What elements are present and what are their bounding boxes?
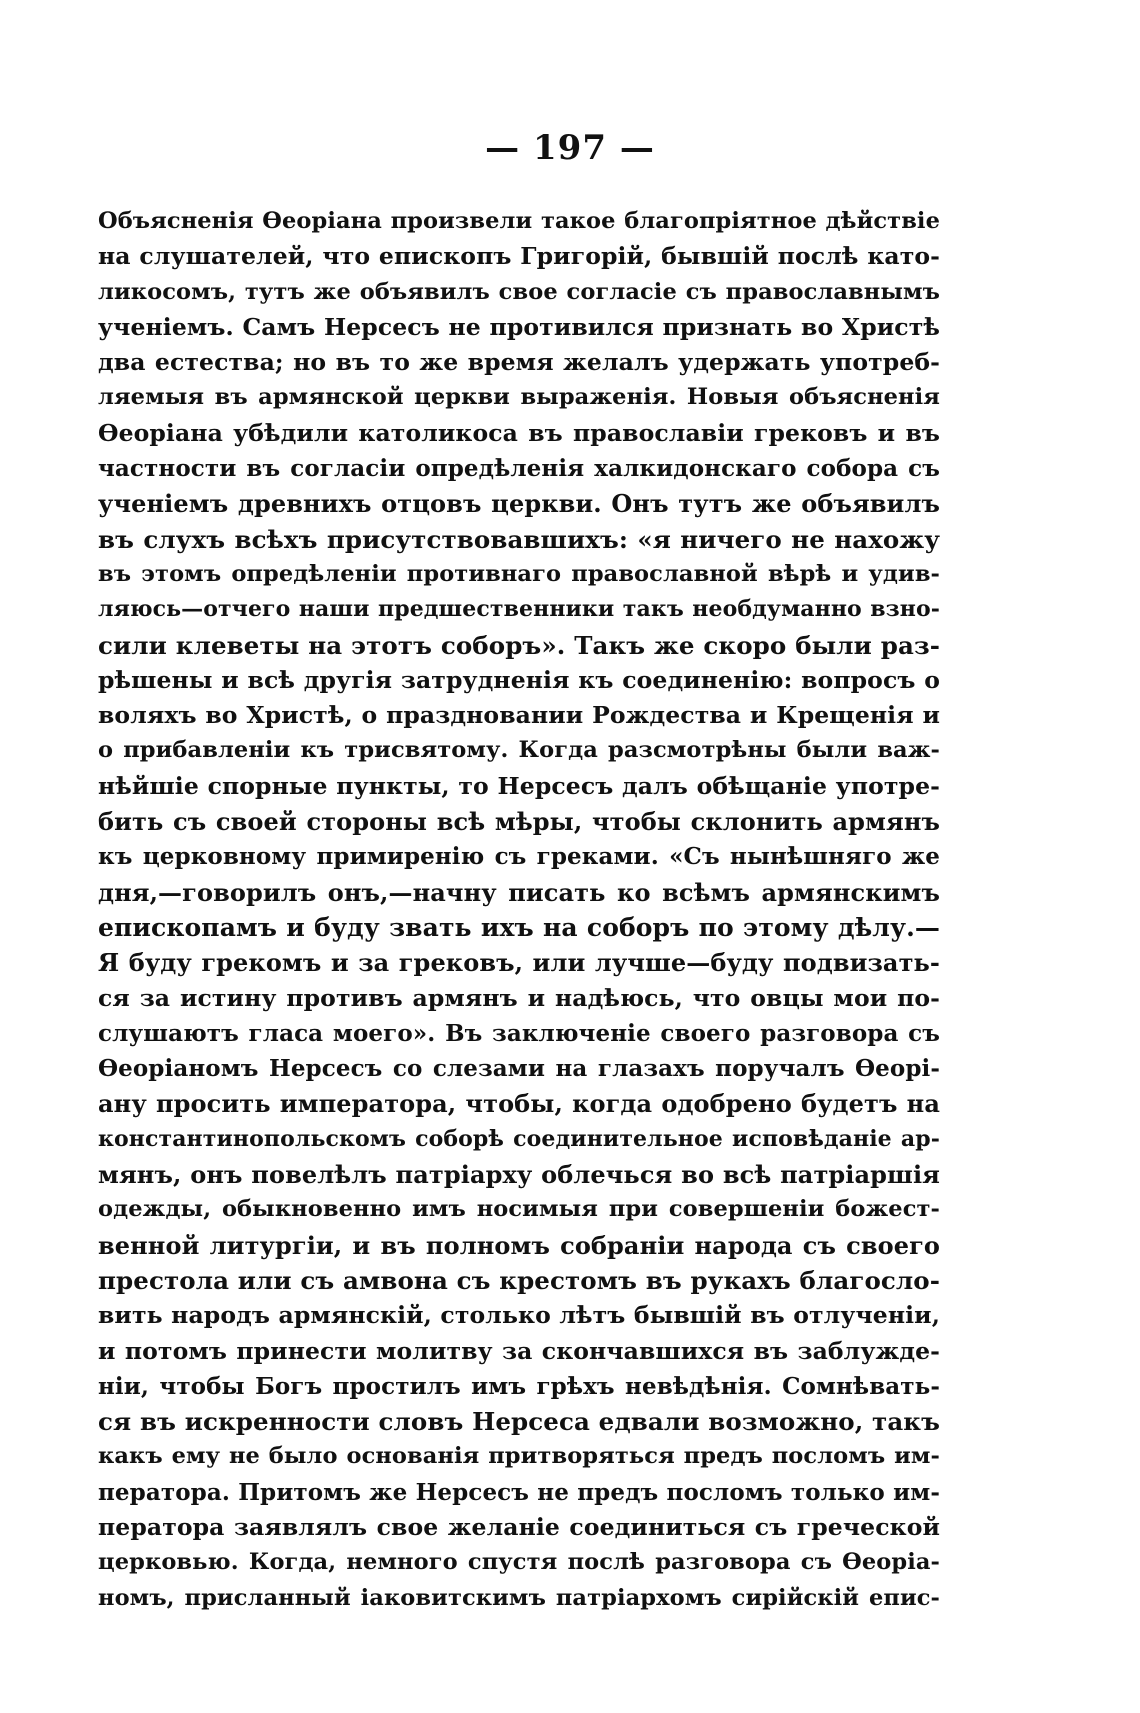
text-line: слушаютъ гласа моего». Въ заключеніе своего разговора съ <box>98 1019 940 1047</box>
text-line: и потомъ принести молитву за скончавшихся въ заблужде- <box>98 1336 940 1365</box>
text-line: Я буду грекомъ и за грековъ, или лучше—буду подвизать- <box>98 948 940 978</box>
text-line: ученіемъ древнихъ отцовъ церкви. Онъ тутъ же объявилъ <box>98 489 940 519</box>
text-line: сили клеветы на этотъ соборъ». Такъ же скоро были раз- <box>98 630 940 660</box>
body-text <box>98 204 940 1616</box>
text-line: бить съ своей стороны всѣ мѣры, чтобы склонить армянъ <box>98 807 940 837</box>
text-line: въ этомъ опредѣленіи противнаго православной вѣрѣ и удив- <box>98 560 940 587</box>
text-line: дня,—говорилъ онъ,—начну писать ко всѣмъ армянскимъ <box>98 877 940 907</box>
text-line: церковью. Когда, немного спустя послѣ разговора съ Өеоріа- <box>98 1549 940 1576</box>
text-line: ляемыя въ армянской церкви выраженія. Новыя объясненія <box>98 384 940 411</box>
text-line: ператора. Притомъ же Нерсесъ не предъ посломъ только им- <box>98 1478 940 1506</box>
text-line: рѣшены и всѣ другія затрудненія къ соединенію: вопросъ о <box>98 665 940 694</box>
text-line: къ церковному примиренію съ греками. «Съ нынѣшняго же <box>98 843 940 871</box>
text-line: престола или съ амвона съ крестомъ въ рукахъ благосло- <box>98 1265 940 1295</box>
text-line: какъ ему не было основанія притворяться предъ посломъ им- <box>98 1443 940 1470</box>
text-line: ніи, чтобы Богъ простилъ имъ грѣхъ невѣдѣнія. Сомнѣвать- <box>98 1372 940 1400</box>
text-line: ся за истину противъ армянъ и надѣюсь, что овцы мои по- <box>98 983 940 1012</box>
text-line: ся въ искренности словъ Нерсеса едвали возможно, такъ <box>98 1407 940 1437</box>
text-line: ану просить императора, чтобы, когда одобрено будетъ на <box>98 1089 940 1119</box>
text-line: частности въ согласіи опредѣленія халкидонскаго собора съ <box>98 455 940 483</box>
text-line: ликосомъ, тутъ же объявилъ свое согласіе съ православнымъ <box>98 278 940 305</box>
text-line: въ слухъ всѣхъ присутствовавшихъ: «я ничего не нахожу <box>98 524 940 554</box>
text-line: о прибавленіи къ трисвятому. Когда разсмотрѣны были важ- <box>98 737 940 764</box>
text-line: венной литургіи, и въ полномъ собраніи народа съ своего <box>98 1230 940 1260</box>
text-line: ператора заявлялъ свое желаніе соединиться съ греческой <box>98 1512 940 1541</box>
page-number: — 197 — <box>485 128 655 168</box>
text-line: ученіемъ. Самъ Нерсесъ не противился признать во Христѣ <box>98 312 940 341</box>
text-line: воляхъ во Христѣ, о праздновании Рождества и Крещенія и <box>98 701 940 730</box>
text-line: нѣйшіе спорные пункты, то Нерсесъ далъ обѣщаніе употре- <box>98 771 940 800</box>
text-line: на слушателей, что епископъ Григорій, бывшій послѣ като- <box>98 242 940 271</box>
text-line: Өеоріаномъ Нерсесъ со слезами на глазахъ поручалъ Өеорі- <box>98 1055 940 1083</box>
text-line: мянъ, онъ повелѣлъ патріарху облечься во всѣ патріаршія <box>98 1160 940 1190</box>
text-line: два естества; но въ то же время желалъ удержать употреб- <box>98 348 940 377</box>
text-line: епископамъ и буду звать ихъ на соборъ по этому дѣлу.— <box>98 912 940 942</box>
text-line: Объясненія Өеоріана произвели такое благопріятное дѣйствіе <box>98 208 940 234</box>
text-line: Өеоріана убѣдили католикоса въ православіи грековъ и въ <box>98 418 940 447</box>
text-line: константинопольскомъ соборѣ соединительное исповѣданіе ар- <box>98 1125 940 1152</box>
text-line: одежды, обыкновенно имъ носимыя при совершеніи божест- <box>98 1196 940 1223</box>
text-line: ляюсь—отчего наши предшественники такъ необдуманно взно- <box>98 596 940 623</box>
text-line: номъ, присланный іаковитскимъ патріархомъ сирійскій епис- <box>98 1584 940 1611</box>
text-line: вить народъ армянскій, столько лѣтъ бывшій въ отлученіи, <box>98 1301 940 1330</box>
